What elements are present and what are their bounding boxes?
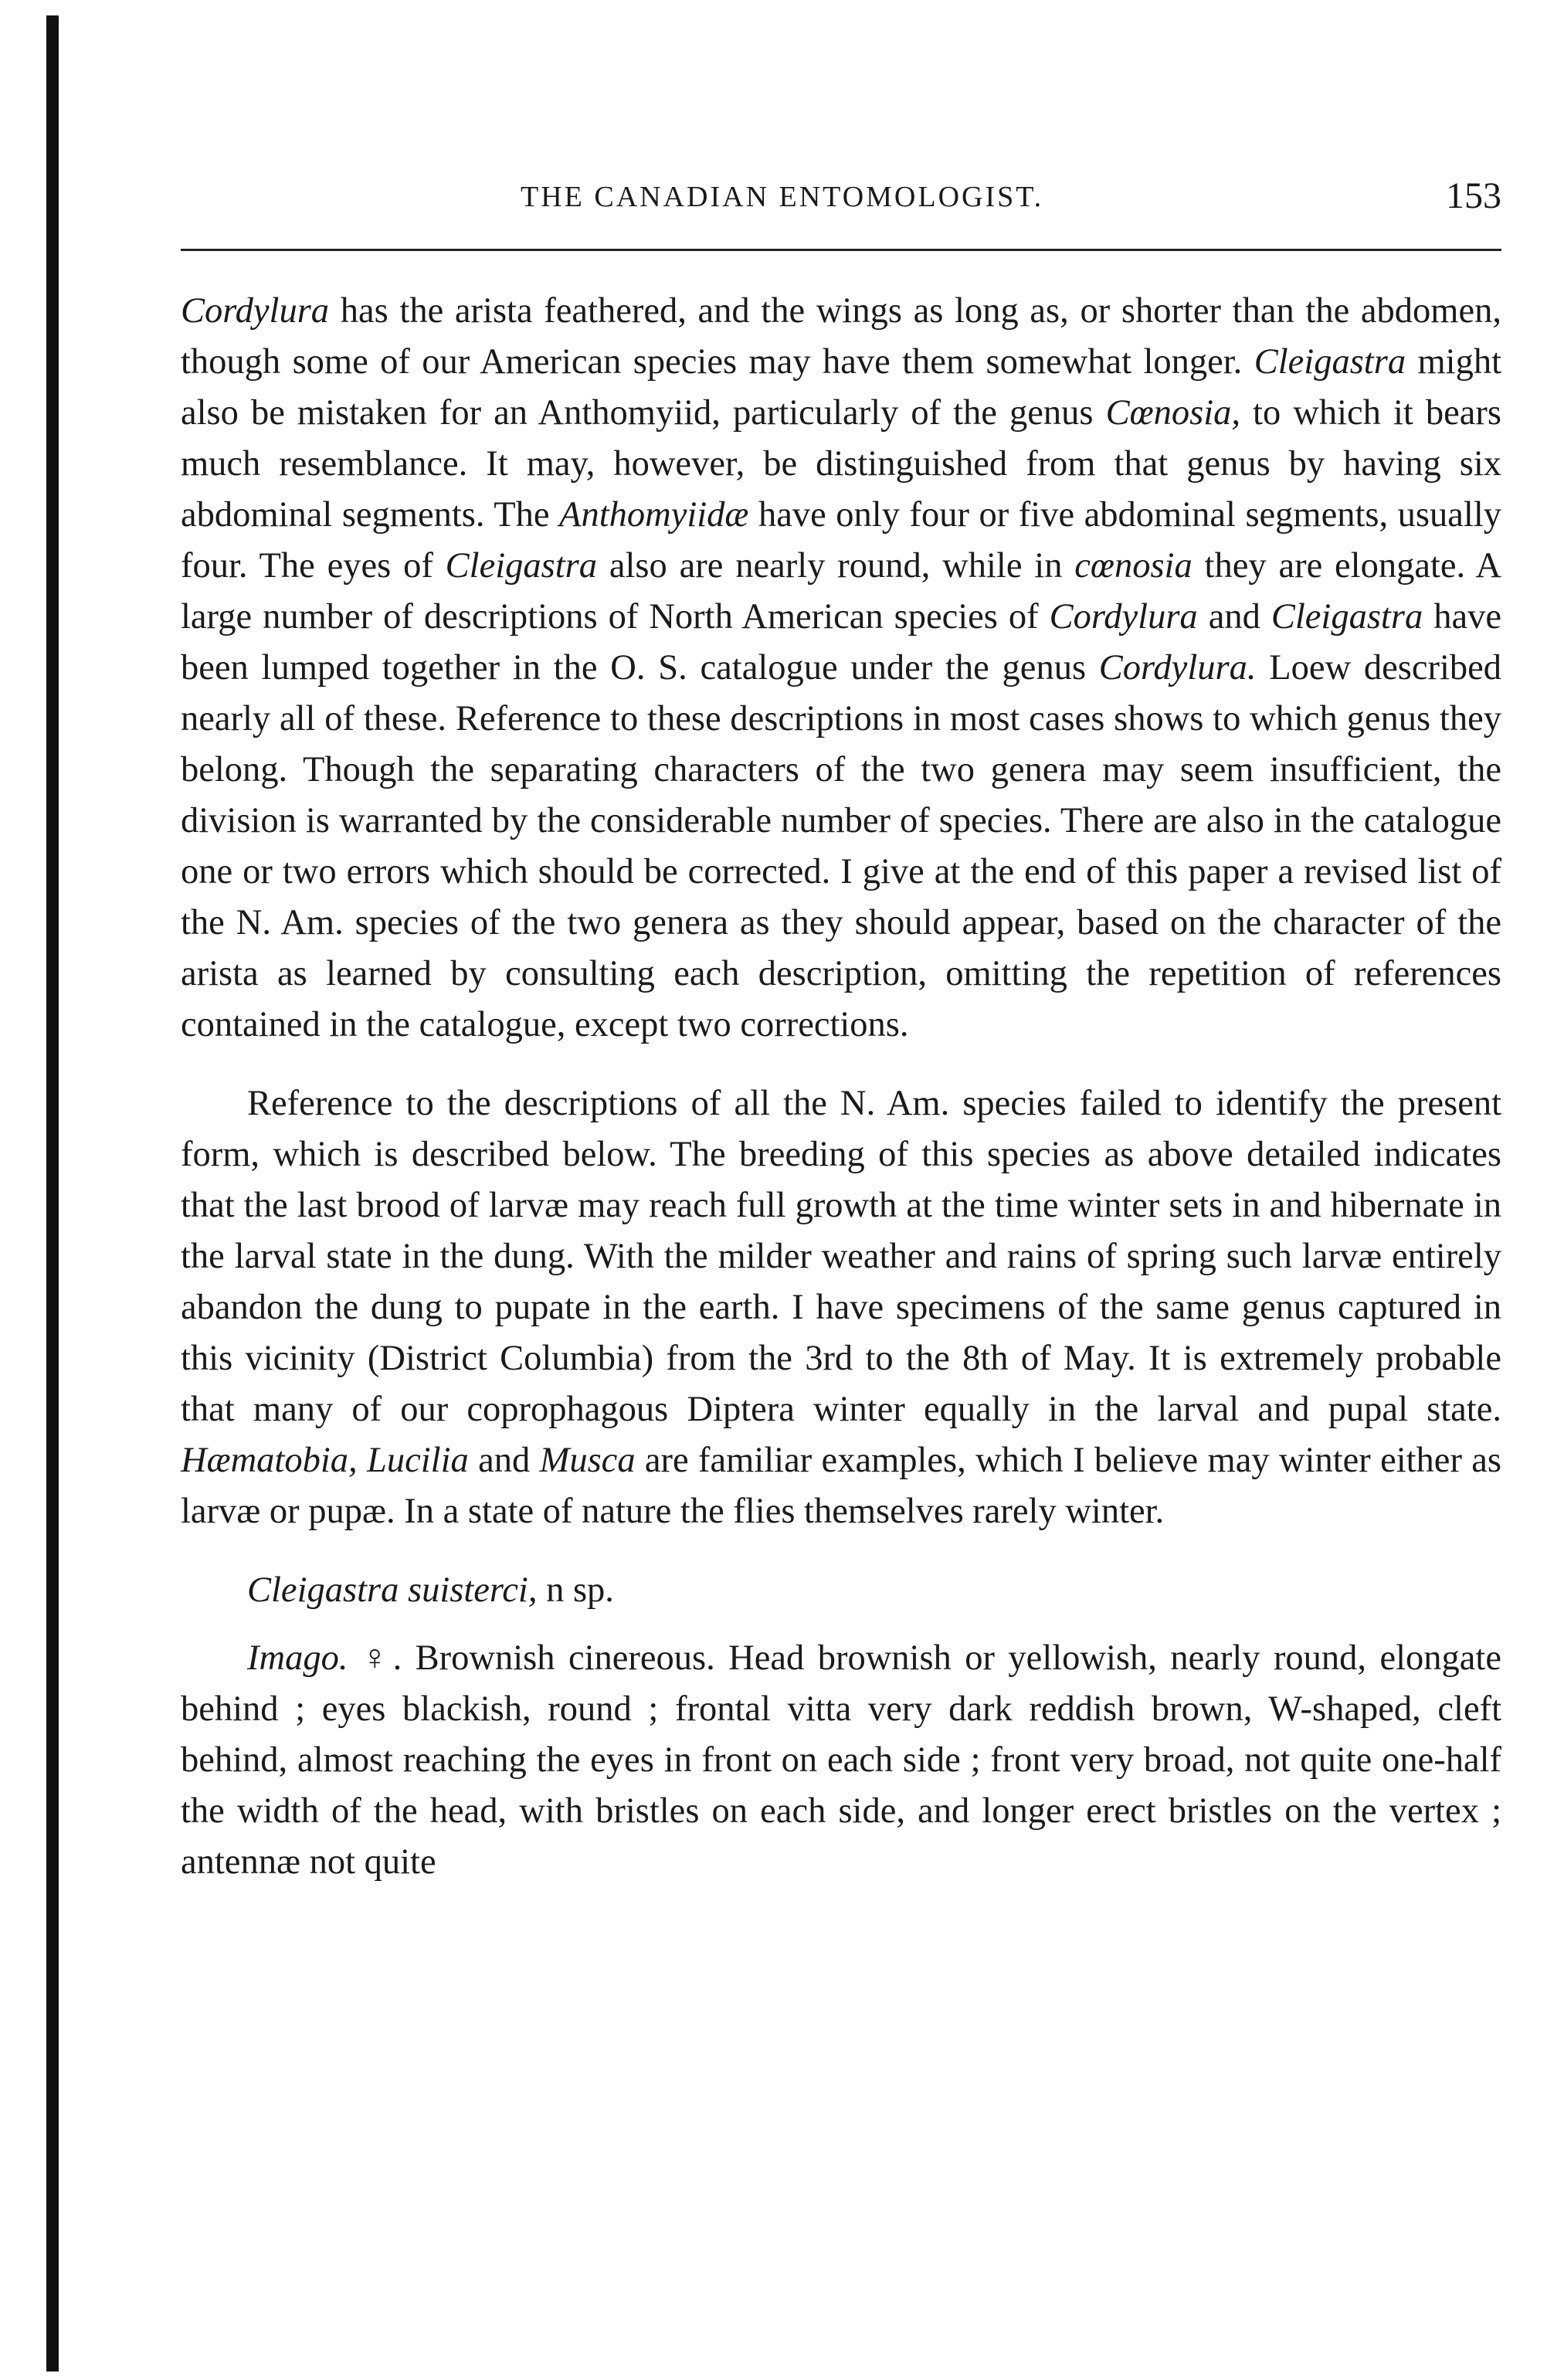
genus-name-coenosia: cœnosia	[1074, 546, 1193, 586]
page-body	[181, 286, 1501, 1888]
paragraph-breeding-notes: Reference to the descriptions of all the N. Am. species failed to identify the present form, which is described below. The breeding of this species as above detailed indicates that the last brood of larvæ may reach full growth at the time winter sets in and hibernate in the larval state in the dung. With the milder weather and rains of spring such larvæ entirely abandon the dung to pupate in the earth. I have specimens of the same genus captured in this vicinity (District Columbia) from the 3rd to the 8th of May. It is extremely probable that many of our coprophagous Diptera winter equally in the larval and pupal state. Hæmatobia, Lucilia and Musca are familiar examples, which I believe may winter either as larvæ or pupæ. In a state of nature the flies themselves rarely winter.	[181, 1084, 1502, 1531]
binding-edge-bar	[46, 15, 59, 2372]
page-header	[181, 175, 1501, 221]
genus-name-musca: Musca	[539, 1441, 636, 1480]
imago-label: Imago.	[247, 1638, 348, 1678]
genus-name-cordylura: Cordylura	[1049, 597, 1198, 637]
family-name-anthomyiidae: Anthomyiidæ	[559, 495, 749, 535]
paragraph-genus-comparison: Cordylura has the arista feathered, and the wings as long as, or shorter than the abdomen, though some of our American species may have them somewhat longer. Cleigastra might also be mistaken for an Anthomyiid, particularly of the genus Cœnosia, to which it bears much resemblance. It may, however, be distinguished from that genus by having six abdominal segments. The Anthomyiidæ have only four or five abdominal segments, usually four. The eyes of Cleigastra also are nearly round, while in cœnosia they are elongate. A large number of descriptions of North American species of Cordylura and Cleigastra have been lumped together in the O. S. catalogue under the genus Cordylura. Loew described nearly all of these. Reference to these descriptions in most cases shows to which genus they belong. Though the separating characters of the two genera may seem insufficient, the division is warranted by the considerable number of species. There are also in the catalogue one or two errors which should be corrected. I give at the end of this paper a revised list of the N. Am. species of the two genera as they should appear, based on the character of the arista as learned by consulting each description, omitting the repetition of references contained in the catalogue, except two corrections.	[181, 291, 1502, 1044]
header-rule	[181, 249, 1501, 251]
page-number: 153	[1446, 175, 1501, 216]
genus-name-cleigastra: Cleigastra	[445, 546, 598, 586]
paragraph-imago-description: Imago. ♀. Brownish cinereous. Head brownish or yellowish, nearly round, elongate behind ; eyes blackish, round ; frontal vitta very dark reddish brown, W-shaped, cleft behind, almost reaching the eyes in front on each side ; front very broad, not quite one-half the width of the head, with bristles on each side, and longer erect bristles on the vertex ; antennæ not quite	[181, 1638, 1501, 1882]
genus-name-cleigastra: Cleigastra	[1254, 342, 1406, 382]
running-head: THE CANADIAN ENTOMOLOGIST.	[521, 181, 1044, 213]
genus-name-cordylura: Cordylura.	[1098, 648, 1257, 688]
genus-name-coenosia: Cœnosia,	[1105, 393, 1240, 433]
species-heading: Cleigastra suisterci, n sp.	[247, 1570, 614, 1610]
species-name: Cleigastra suisterci,	[247, 1570, 538, 1610]
genus-name-cordylura: Cordylura	[181, 291, 330, 331]
genus-names-haematobia-lucilia: Hæmatobia, Lucilia	[181, 1441, 469, 1480]
genus-name-cleigastra: Cleigastra	[1271, 597, 1423, 637]
